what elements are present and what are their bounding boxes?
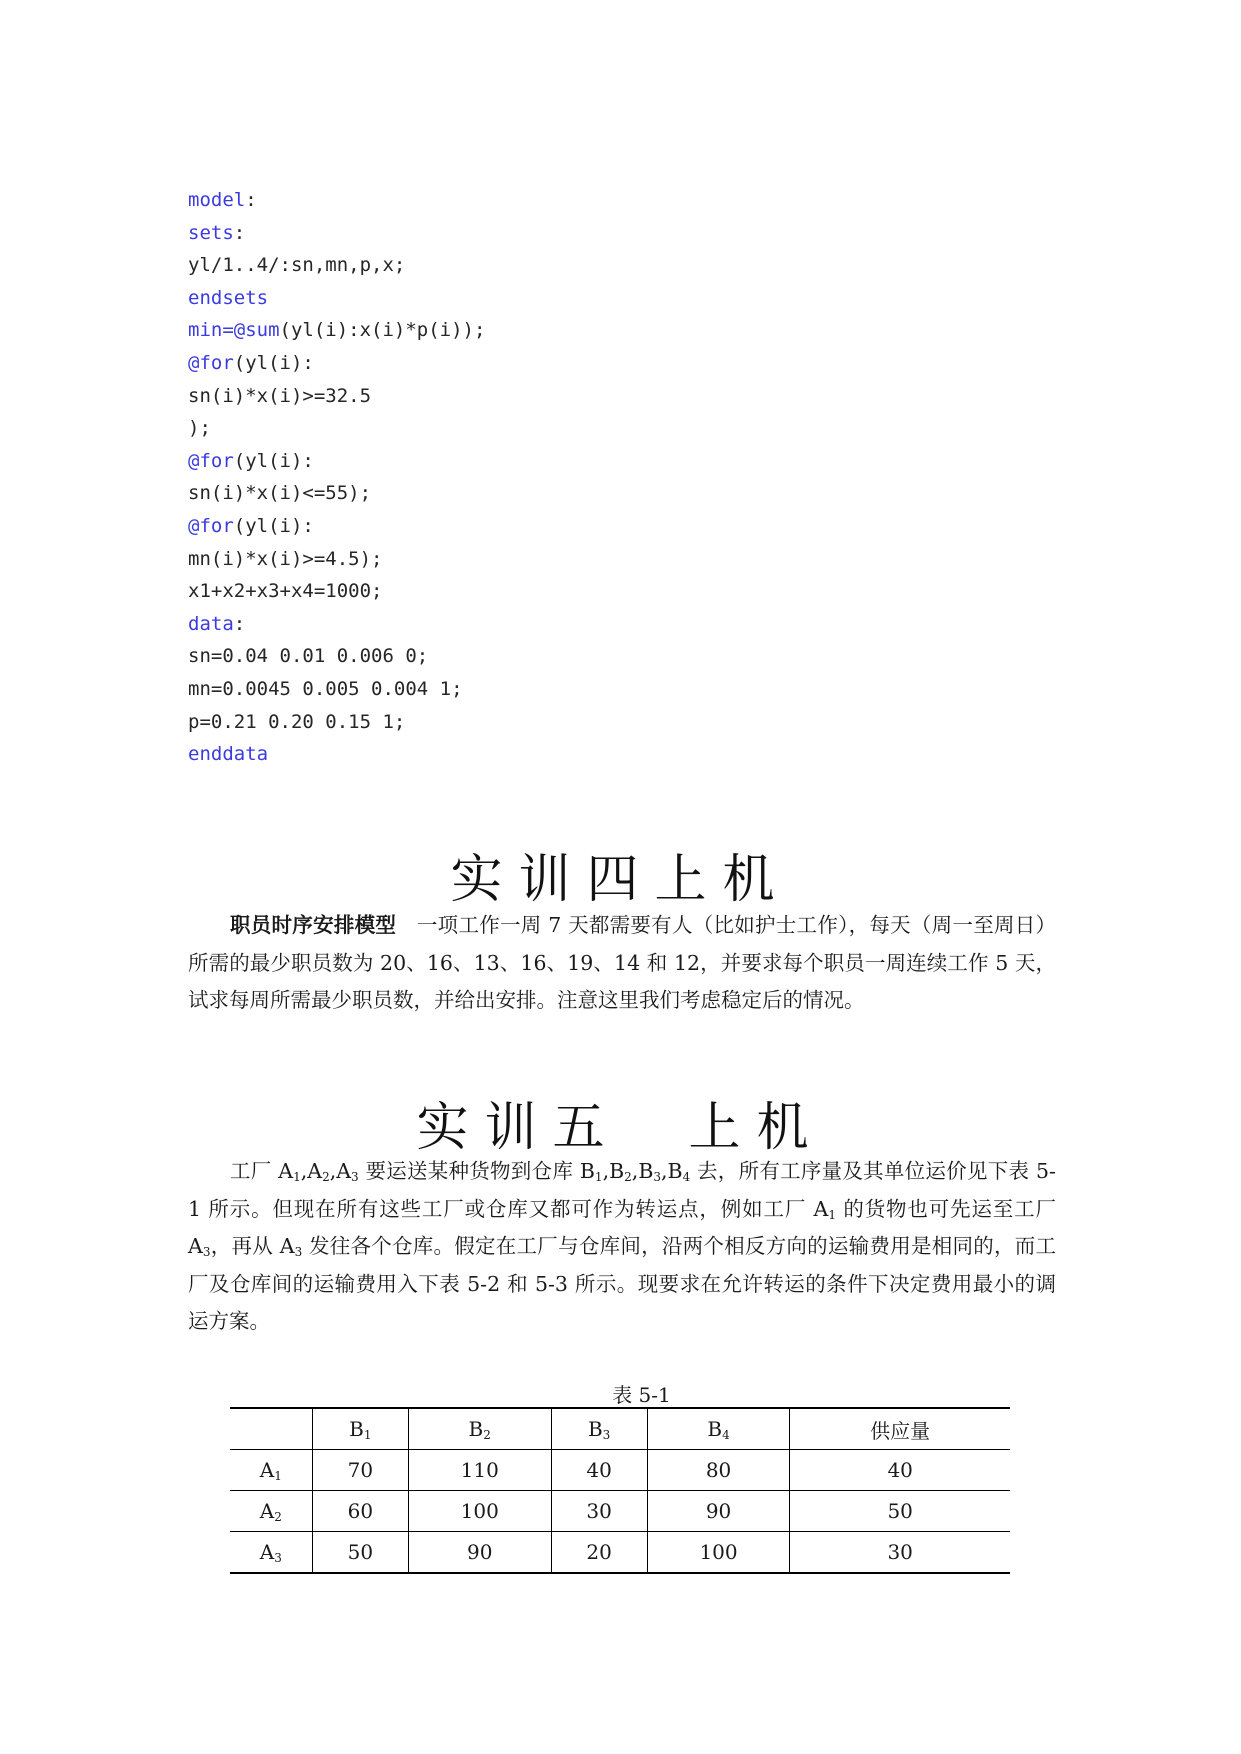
table-header-cell: [551, 1408, 647, 1450]
code-text: :: [233, 221, 246, 244]
code-line: [188, 412, 485, 445]
code-keyword: @for: [188, 351, 234, 374]
table-row: [230, 1532, 1010, 1574]
table-header-cell: [790, 1408, 1010, 1450]
code-line: [188, 282, 485, 315]
table-cell: [408, 1532, 551, 1574]
table-cell: [647, 1491, 790, 1532]
cell-text: B: [587, 1417, 603, 1441]
code-text: yl/1..4/:sn,mn,p,x;: [188, 254, 406, 277]
paragraph-text: ，再从 A: [210, 1234, 295, 1258]
code-text: x1+x2+x3+x4=1000;: [188, 580, 383, 603]
cell-text: B: [349, 1417, 364, 1441]
row-label-cell: [230, 1532, 312, 1574]
table-header-cell: [647, 1408, 790, 1450]
cell-text: 50: [347, 1540, 374, 1564]
code-keyword: model: [188, 189, 246, 211]
table-cell: [647, 1532, 790, 1574]
subscript: 3: [653, 1170, 662, 1184]
code-line: [188, 673, 485, 706]
table-header-cell: [230, 1408, 312, 1450]
code-keyword: min=@sum: [188, 319, 280, 342]
cell-text: 100: [699, 1540, 738, 1564]
table-cell: [312, 1450, 408, 1491]
code-text: (yl(i):x(i)*p(i));: [279, 319, 486, 342]
section5-paragraph: [188, 1153, 1056, 1341]
subscript: 4: [722, 1428, 730, 1442]
paragraph-text: ,A: [329, 1159, 352, 1183]
section4-body: 一项工作一周 7 天都需要有人（比如护士工作），每天（周一至周日）所需的最少职员数为 20、16、13、16、19、14 和 12，并要求每个职员一周连续工作 5 天，试求每周所需最少职员数，并给出安排。注意这里我们考虑稳定后的情况。: [188, 913, 1057, 1012]
table-cell: [551, 1450, 647, 1491]
cell-text: 70: [347, 1458, 374, 1482]
subscript: 1: [594, 1170, 603, 1184]
cell-text: A: [259, 1499, 275, 1523]
subscript: 3: [202, 1245, 211, 1259]
cell-text: 30: [887, 1540, 913, 1564]
row-label-cell: [230, 1450, 312, 1491]
cell-text: 60: [347, 1499, 374, 1523]
paragraph-text: 的货物也可先运至工厂 A: [188, 1196, 1056, 1258]
code-text: mn=0.0045 0.005 0.004 1;: [188, 677, 463, 700]
cell-text: B: [707, 1417, 723, 1441]
code-line: [188, 217, 485, 250]
subscript: 2: [322, 1170, 330, 1184]
code-text: :: [245, 189, 257, 211]
paragraph-text: 要运送某种货物到仓库 B: [358, 1159, 595, 1183]
code-keyword: enddata: [188, 743, 269, 766]
subscript: 1: [274, 1469, 282, 1483]
code-text: (yl(i):: [233, 449, 314, 472]
code-line: [188, 477, 485, 510]
table-header-cell: [408, 1408, 551, 1450]
paragraph-text: ,B: [602, 1159, 625, 1183]
paragraph-text: 工厂 A: [230, 1159, 294, 1183]
code-text: p=0.21 0.20 0.15 1;: [188, 710, 406, 733]
table-caption: 表 5-1: [612, 1383, 671, 1407]
cell-text: 40: [586, 1458, 612, 1482]
cell-text: 90: [467, 1540, 493, 1564]
code-line: [188, 347, 485, 380]
code-line: [188, 640, 485, 673]
subscript: 1: [363, 1428, 372, 1442]
cell-text: 110: [460, 1458, 499, 1482]
code-line: [188, 184, 485, 217]
subscript: 3: [602, 1428, 611, 1442]
row-label-cell: [230, 1491, 312, 1532]
subscript: 2: [483, 1428, 491, 1442]
cell-text: A: [259, 1540, 275, 1564]
subscript: 3: [294, 1245, 303, 1259]
table-row: [230, 1450, 1010, 1491]
code-line: [188, 445, 485, 478]
code-line: [188, 249, 485, 282]
code-keyword: sets: [188, 221, 234, 244]
table-header-row: [230, 1408, 1010, 1450]
subscript: 1: [293, 1170, 301, 1184]
code-keyword: @for: [188, 449, 234, 472]
code-line: [188, 380, 485, 413]
cell-text: 80: [705, 1458, 732, 1482]
code-line: [188, 706, 485, 739]
paragraph-text: ,A: [300, 1159, 323, 1183]
code-line: [188, 608, 485, 641]
subscript: 2: [624, 1170, 632, 1184]
subscript: 1: [828, 1207, 836, 1222]
cell-text: 50: [887, 1499, 913, 1523]
cell-text: 90: [705, 1499, 732, 1523]
code-keyword: data: [188, 612, 234, 635]
cell-text: B: [468, 1417, 484, 1441]
code-text: sn(i)*x(i)>=32.5: [188, 384, 372, 407]
subscript: 2: [274, 1510, 282, 1524]
table-cell: [408, 1450, 551, 1491]
section4-title: 实训四上机: [450, 850, 791, 910]
code-line: [188, 575, 485, 608]
paragraph-text: ,B: [661, 1159, 683, 1183]
code-text: sn(i)*x(i)<=55);: [188, 482, 372, 505]
table-cell: [790, 1491, 1010, 1532]
code-keyword: @for: [188, 514, 234, 537]
cell-text: 100: [460, 1499, 499, 1523]
code-line: [188, 510, 485, 543]
code-text: :: [233, 612, 246, 635]
code-text: mn(i)*x(i)>=4.5);: [188, 547, 383, 570]
cell-text: 30: [586, 1499, 612, 1523]
table-header-cell: [312, 1408, 408, 1450]
table-cell: [647, 1450, 790, 1491]
subscript: 3: [274, 1551, 282, 1565]
code-text: (yl(i):: [233, 351, 314, 374]
cell-text: 供应量: [870, 1418, 931, 1443]
paragraph-text: 发往各个仓库。假定在工厂与仓库间，沿两个相反方向的运输费用是相同的，而工厂及仓库间的运输费用入下表 5-2 和 5-3 所示。现要求在允许转运的条件下决定费用最小的调运方案。: [188, 1234, 1056, 1333]
table-cell: [551, 1491, 647, 1532]
code-text: sn=0.04 0.01 0.006 0;: [188, 645, 429, 668]
table-cell: [551, 1532, 647, 1574]
code-text: (yl(i):: [233, 514, 314, 537]
table-row: [230, 1491, 1010, 1532]
cell-text: A: [259, 1458, 275, 1482]
section4-paragraph: [188, 907, 1056, 1020]
subscript: 4: [682, 1170, 691, 1184]
code-line: [188, 543, 485, 576]
code-line: [188, 738, 485, 771]
table-cell: [790, 1532, 1010, 1574]
cell-text: 20: [586, 1540, 612, 1564]
table-cell: [790, 1450, 1010, 1491]
cell-text: 40: [887, 1458, 913, 1482]
paragraph-text: ,B: [631, 1159, 654, 1183]
code-keyword: endsets: [188, 286, 269, 309]
table-cell: [408, 1491, 551, 1532]
paragraph-text: 去，所有工序量及其单位运价见下表 5-1 所示。但现在所有这些工厂或仓库又都可作为转运点，例如工厂 A: [188, 1159, 1056, 1221]
code-line: [188, 314, 485, 347]
table-cell: [312, 1491, 408, 1532]
section5-title: 实训五 上机: [416, 1098, 825, 1158]
lingo-code-block: [188, 184, 485, 771]
subscript: 3: [351, 1170, 359, 1184]
table-5-1: [230, 1407, 1010, 1574]
table-cell: [312, 1532, 408, 1574]
code-text: );: [188, 417, 211, 440]
section4-lead: 职员时序安排模型: [230, 913, 397, 937]
